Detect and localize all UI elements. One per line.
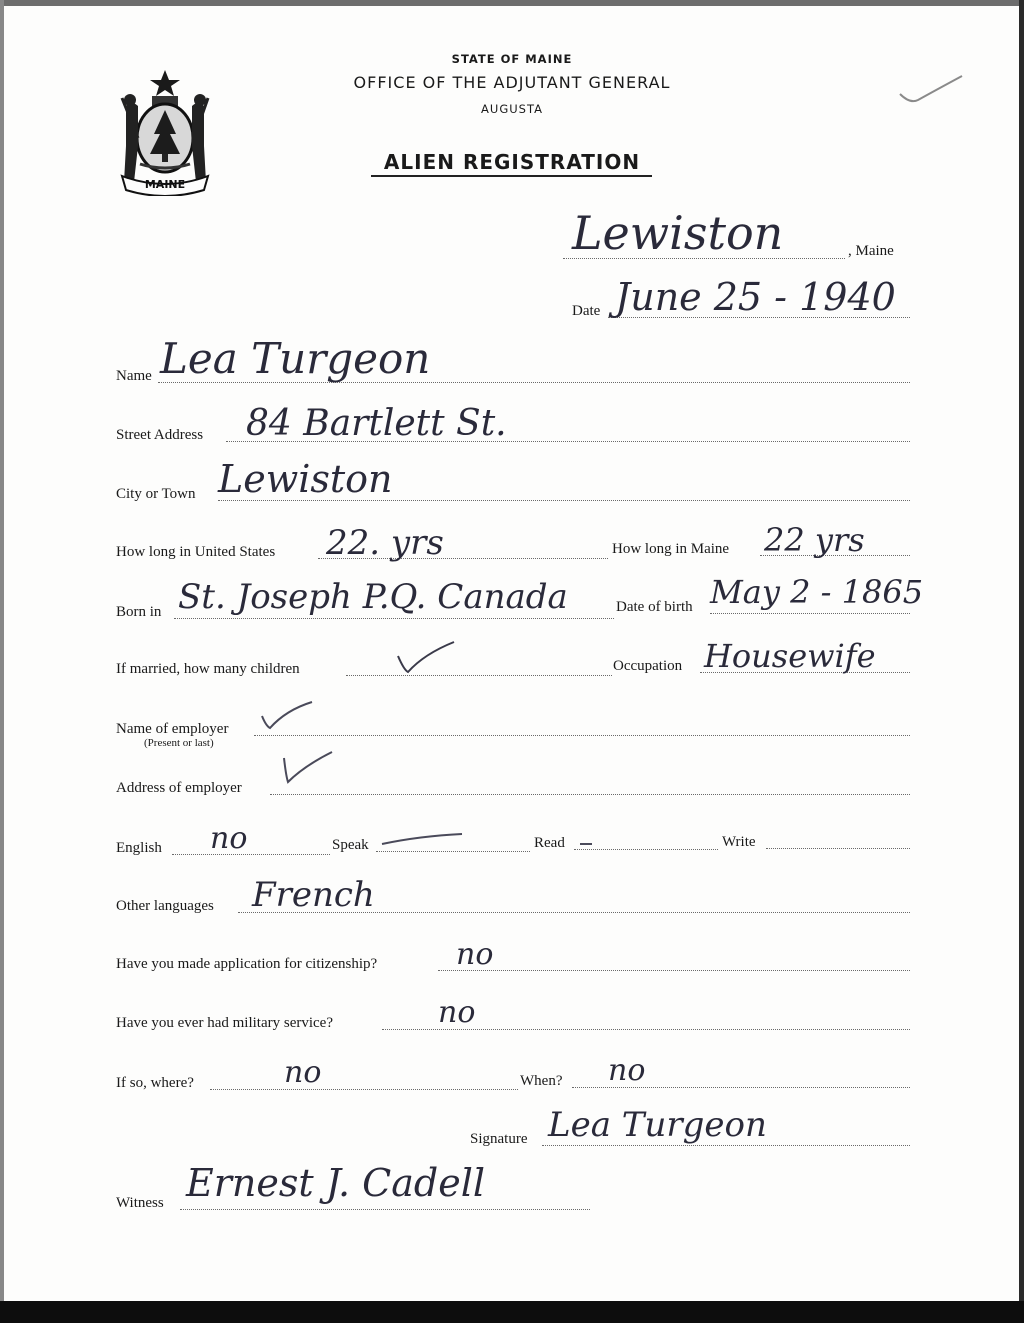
city-value: Lewiston	[218, 457, 393, 501]
name-label: Name	[116, 368, 152, 384]
other-languages-value: French	[252, 875, 375, 915]
seal-motto: MAINE	[144, 178, 186, 191]
children-line	[346, 675, 612, 676]
born-in-value: St. Joseph P.Q. Canada	[178, 577, 568, 617]
speak-dash-mark	[380, 830, 464, 848]
title-underline	[371, 175, 652, 177]
date-value: June 25 - 1940	[615, 275, 896, 319]
office-heading: OFFICE OF THE ADJUTANT GENERAL	[353, 73, 671, 92]
employer-name-label: Name of employer	[116, 721, 229, 737]
english-value: no	[210, 821, 248, 856]
date-label: Date	[572, 303, 601, 319]
street-address-label: Street Address	[116, 427, 204, 443]
witness-line	[180, 1209, 590, 1210]
witness-value: Ernest J. Cadell	[186, 1161, 486, 1205]
citizenship-line	[438, 970, 910, 971]
english-line	[172, 854, 330, 855]
citizenship-label: Have you made application for citizenship?	[116, 956, 378, 972]
street-address-value: 84 Bartlett St.	[246, 403, 507, 444]
signature-line	[542, 1145, 910, 1146]
years-us-label: How long in United States	[116, 544, 276, 560]
speak-label: Speak	[332, 837, 369, 853]
employer-address-check-mark-icon	[280, 748, 336, 788]
state-heading: STATE OF MAINE	[451, 52, 573, 66]
read-dash-mark	[578, 840, 594, 848]
name-value: Lea Turgeon	[160, 334, 431, 383]
scan-edge-bottom	[0, 1301, 1024, 1323]
scan-edge-left	[0, 0, 4, 1323]
years-maine-label: How long in Maine	[612, 541, 730, 557]
date-of-birth-label: Date of birth	[616, 599, 693, 615]
date-of-birth-line	[710, 613, 910, 614]
born-in-label: Born in	[116, 604, 162, 620]
city-heading: AUGUSTA	[481, 102, 543, 116]
speak-line	[376, 851, 530, 852]
signature-value: Lea Turgeon	[548, 1105, 767, 1145]
children-check-mark-icon	[394, 640, 458, 676]
employer-name-line	[254, 735, 910, 736]
write-line	[766, 848, 910, 849]
military-label: Have you ever had military service?	[116, 1015, 333, 1031]
witness-label: Witness	[116, 1195, 164, 1211]
occupation-label: Occupation	[613, 658, 683, 674]
citizenship-value: no	[456, 937, 494, 972]
military-value: no	[438, 995, 476, 1030]
where-value: no	[284, 1055, 322, 1090]
when-label: When?	[520, 1073, 563, 1089]
town-value: Lewiston	[572, 206, 784, 260]
scan-edge-top	[0, 0, 1024, 6]
state-suffix: , Maine	[848, 243, 894, 259]
where-line	[210, 1089, 518, 1090]
employer-address-label: Address of employer	[116, 780, 242, 796]
years-us-value: 22. yrs	[326, 523, 444, 563]
signature-label: Signature	[470, 1131, 528, 1147]
occupation-value: Housewife	[704, 637, 876, 675]
employer-name-sublabel: (Present or last)	[144, 737, 214, 749]
write-label: Write	[722, 834, 756, 850]
employer-check-mark-icon	[258, 698, 316, 732]
children-label: If married, how many children	[116, 661, 300, 677]
where-label: If so, where?	[116, 1075, 194, 1091]
read-line	[574, 849, 718, 850]
corner-check-mark-icon	[896, 72, 966, 108]
other-languages-label: Other languages	[116, 898, 214, 914]
form-title: ALIEN REGISTRATION	[383, 150, 641, 174]
employer-address-line	[270, 794, 910, 795]
date-of-birth-value: May 2 - 1865	[710, 573, 924, 611]
years-maine-value: 22 yrs	[764, 521, 865, 559]
scan-edge-right	[1019, 0, 1024, 1323]
born-in-line	[174, 618, 614, 619]
when-value: no	[608, 1053, 646, 1088]
english-label: English	[116, 840, 162, 856]
city-label: City or Town	[116, 486, 196, 502]
read-label: Read	[534, 835, 565, 851]
